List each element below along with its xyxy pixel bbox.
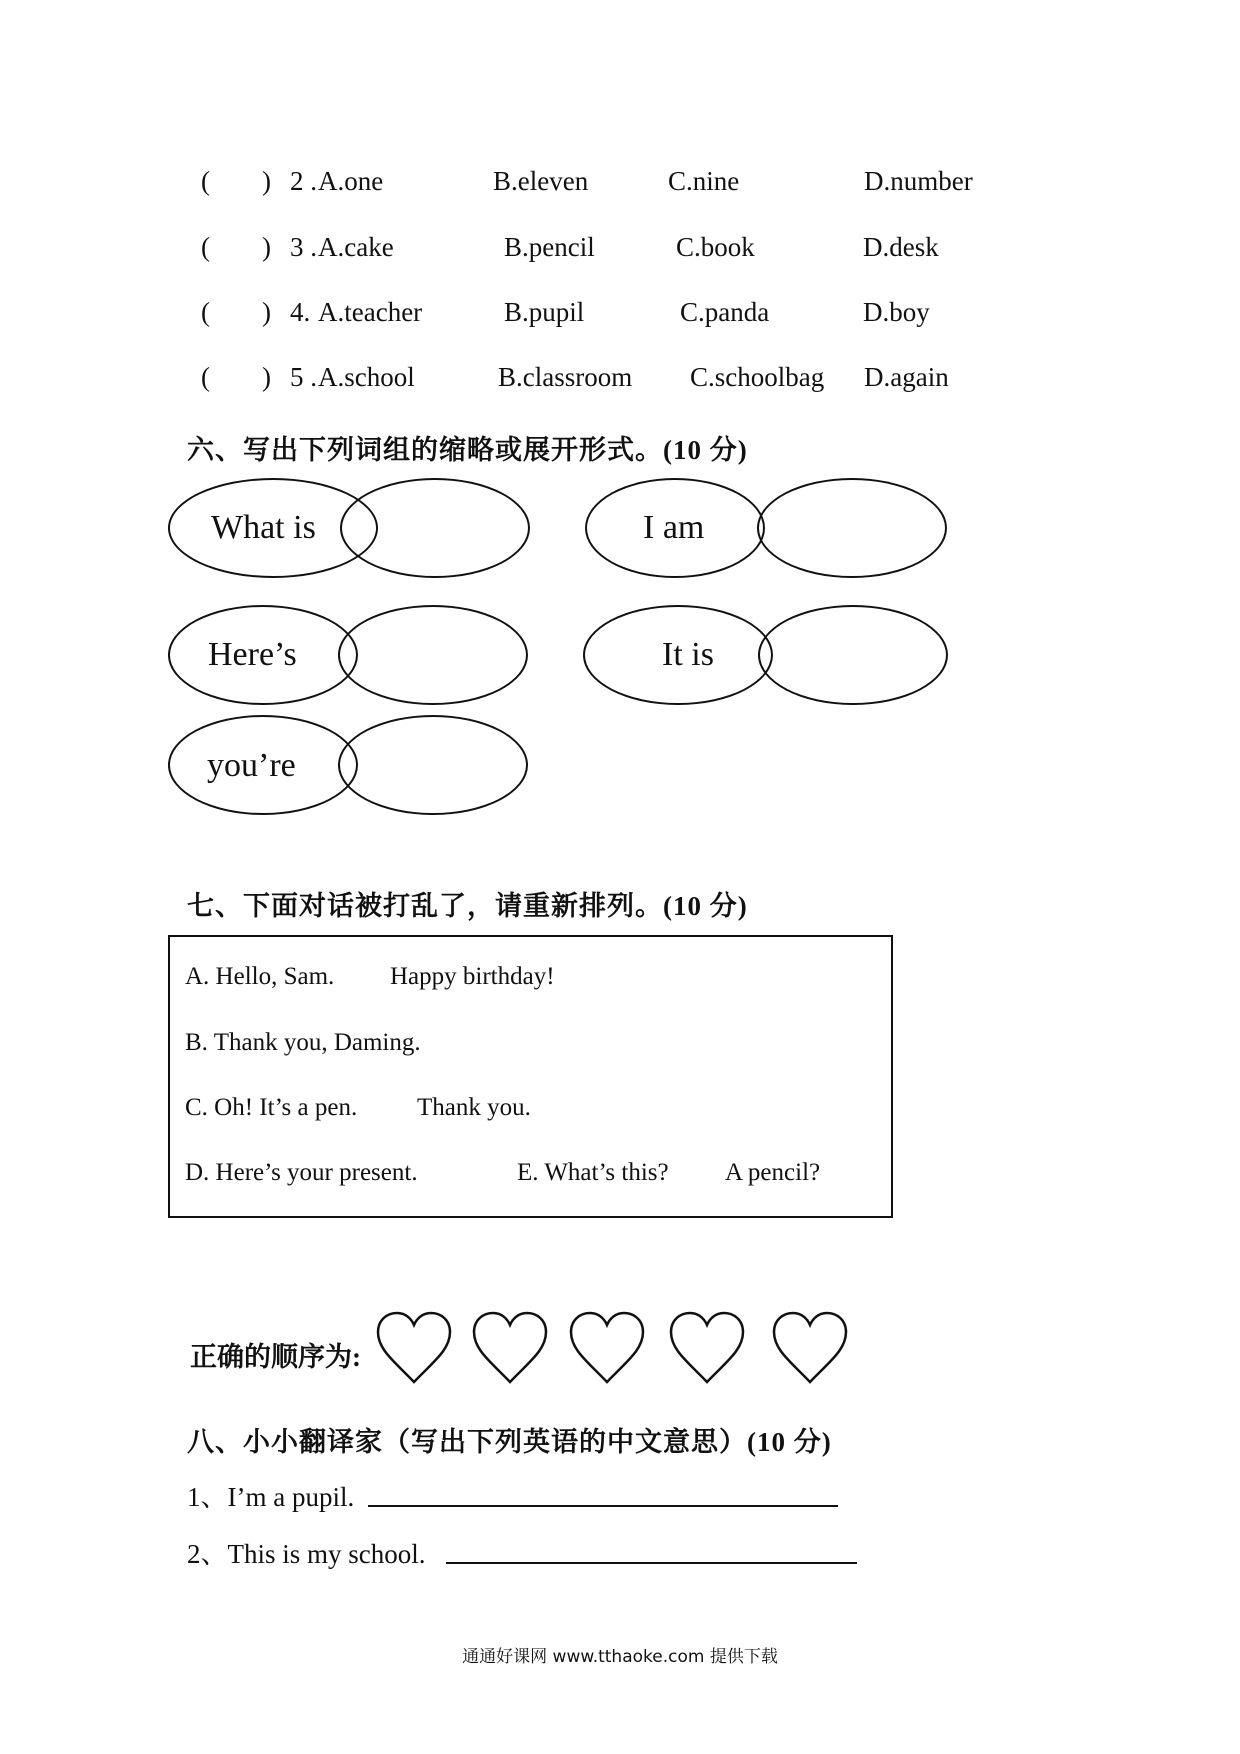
dialog-line-e-2: A pencil? <box>725 1159 821 1186</box>
option-a: A.school <box>318 362 415 392</box>
heart-icon[interactable] <box>771 1310 849 1386</box>
option-a: A.teacher <box>318 297 423 327</box>
ellipse-answer-heres[interactable] <box>338 605 528 705</box>
option-c: C.schoolbag <box>690 362 825 392</box>
dialog-line-b: B. Thank you, Daming. <box>185 1029 421 1056</box>
option-c: C.nine <box>668 166 740 196</box>
ellipse-label-heres: Here’s <box>208 636 297 673</box>
order-label: 正确的顺序为: <box>190 1342 361 1372</box>
option-d: D.desk <box>863 232 939 262</box>
footer-text: 通通好课网 www.tthaoke.com 提供下载 <box>462 1647 778 1667</box>
question-number: 3 . <box>290 232 317 262</box>
dialog-line-e: E. What’s this? <box>517 1159 669 1186</box>
dialog-line-a: A. Hello, Sam. <box>185 963 335 990</box>
answer-paren-close: ) <box>262 362 271 392</box>
question-number: 5 . <box>290 362 317 392</box>
option-d: D.boy <box>863 297 930 327</box>
dialog-line-a-2: Happy birthday! <box>390 963 555 990</box>
section7-heading: 七、下面对话被打乱了，请重新排列。(10 分) <box>187 891 748 921</box>
option-b: B.classroom <box>498 362 633 392</box>
question-number: 2 . <box>290 166 317 196</box>
ellipse-label-youre: you’re <box>207 747 296 784</box>
heart-icon[interactable] <box>568 1310 646 1386</box>
option-c: C.book <box>676 232 755 262</box>
dialog-line-c: C. Oh! It’s a pen. <box>185 1094 358 1121</box>
answer-line-2[interactable] <box>446 1562 857 1564</box>
option-b: B.pupil <box>504 297 585 327</box>
dialog-line-c-2: Thank you. <box>417 1094 531 1121</box>
answer-paren-open[interactable]: ( <box>201 297 210 327</box>
option-d: D.number <box>864 166 973 196</box>
choice-row <box>0 232 1240 272</box>
question-number: 4. <box>290 297 311 327</box>
heart-icon[interactable] <box>668 1310 746 1386</box>
choice-row <box>0 297 1240 337</box>
option-b: B.eleven <box>493 166 589 196</box>
answer-paren-close: ) <box>262 232 271 262</box>
ellipse-answer-it-is[interactable] <box>758 605 948 705</box>
answer-paren-open[interactable]: ( <box>201 232 210 262</box>
choice-row <box>0 362 1240 402</box>
ellipse-answer-i-am[interactable] <box>757 478 947 578</box>
ellipse-label-what-is: What is <box>211 509 316 546</box>
answer-paren-open[interactable]: ( <box>201 166 210 196</box>
option-c: C.panda <box>680 297 770 327</box>
ellipse-label-it-is: It is <box>662 636 714 673</box>
ellipse-answer-youre[interactable] <box>338 715 528 815</box>
option-d: D.again <box>864 362 949 392</box>
translate-item-1: 1、I’m a pupil. <box>187 1482 355 1512</box>
answer-line-1[interactable] <box>368 1505 838 1507</box>
section6-heading: 六、写出下列词组的缩略或展开形式。(10 分) <box>187 435 748 465</box>
heart-icon[interactable] <box>471 1310 549 1386</box>
answer-paren-close: ) <box>262 166 271 196</box>
option-a: A.cake <box>318 232 394 262</box>
option-a: A.one <box>318 166 384 196</box>
heart-icon[interactable] <box>375 1310 453 1386</box>
section8-heading: 八、小小翻译家（写出下列英语的中文意思）(10 分) <box>187 1427 832 1457</box>
answer-paren-open[interactable]: ( <box>201 362 210 392</box>
choice-row <box>0 166 1240 206</box>
dialog-line-d: D. Here’s your present. <box>185 1159 418 1186</box>
option-b: B.pencil <box>504 232 595 262</box>
ellipse-label-i-am: I am <box>643 509 705 546</box>
answer-paren-close: ) <box>262 297 271 327</box>
translate-item-2: 2、This is my school. <box>187 1539 426 1569</box>
